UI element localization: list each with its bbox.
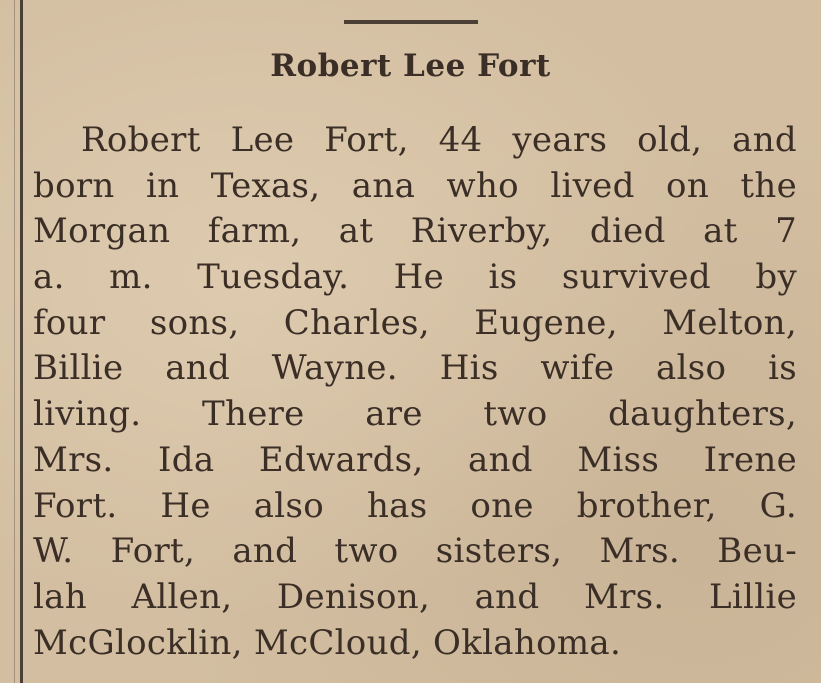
- body-line: Robert Lee Fort, 44 years old, and: [81, 120, 797, 160]
- body-line: four sons, Charles, Eugene, Melton,: [33, 302, 797, 343]
- body-line: born in Texas, ana who lived on the: [33, 165, 797, 206]
- body-line: Mrs. Ida Edwards, and Miss Irene: [33, 439, 797, 480]
- column-rule-shadow: [14, 0, 15, 683]
- body-line: a. m. Tuesday. He is survived by: [33, 257, 797, 298]
- obituary-headline: Robert Lee Fort: [270, 48, 551, 84]
- body-line: W. Fort, and two sisters, Mrs. Beu-: [33, 531, 797, 572]
- column-divider-rule: [20, 0, 23, 683]
- headline-separator-rule: [344, 20, 478, 24]
- body-line: lah Allen, Denison, and Mrs. Lillie: [33, 576, 797, 617]
- body-line: Morgan farm, at Riverby, died at 7: [33, 211, 797, 252]
- body-line: McGlocklin, McCloud, Oklahoma.: [33, 622, 622, 663]
- body-line: Billie and Wayne. His wife also is: [33, 348, 797, 389]
- body-line: Fort. He also has one brother, G.: [33, 485, 797, 526]
- body-line: living. There are two daughters,: [33, 394, 797, 435]
- obituary-body: [33, 118, 797, 666]
